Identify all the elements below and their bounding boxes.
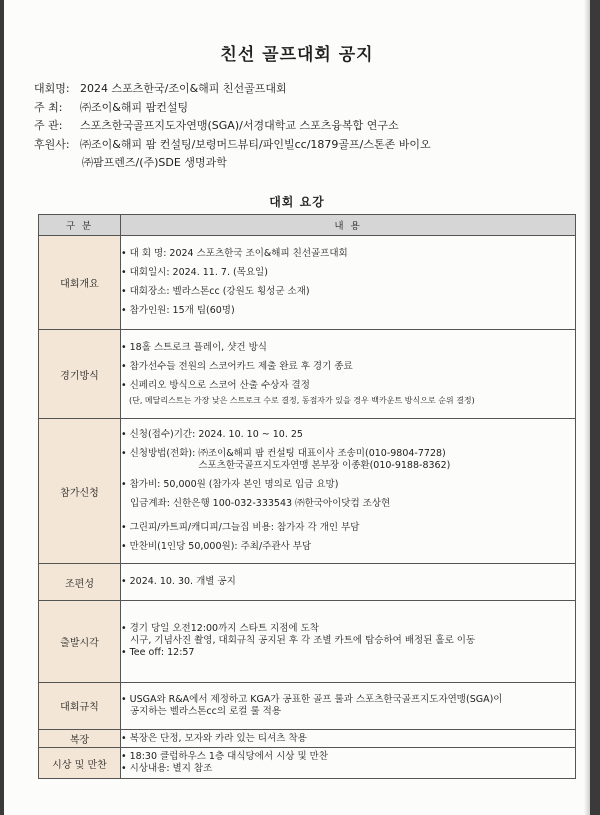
table-row [39, 419, 576, 564]
list-item: • 경기 당일 오전12:00까지 스타트 지점에 도착 [121, 623, 319, 635]
table-row [39, 236, 576, 330]
row-category: 시상 및 만찬 [39, 748, 121, 779]
list-item: • 시상내용: 별지 참조 [121, 763, 213, 775]
table-row [39, 729, 576, 747]
row-content [121, 330, 576, 419]
row-category: 출발시각 [39, 601, 121, 683]
list-item: • 대 회 명: 2024 스포츠한국 조이&해피 친선골프대회 [121, 248, 348, 260]
section-title: 대회 요강 [269, 195, 325, 209]
info-value: ㈜팜프렌즈/(주)SDE 생명과학 [82, 156, 227, 170]
table-row [39, 601, 576, 683]
notice-document [4, 0, 590, 815]
table-row [39, 748, 576, 779]
row-content [121, 419, 576, 564]
list-item: • 복장은 단정, 모자와 카라 있는 티셔츠 착용 [121, 732, 307, 744]
header-category: 구 분 [39, 215, 121, 236]
info-row-event-name [34, 80, 431, 99]
list-item: • 만찬비(1인당 50,000원): 주최/주관사 부담 [121, 541, 312, 553]
list-item: • 참가비: 50,000원 (참가자 본인 명의로 입금 요망) [121, 479, 339, 491]
list-item-detail: 시구, 기념사진 촬영, 대회규칙 공지된 후 각 조별 카트에 탑승하여 배정된 홀로 이동 [130, 635, 476, 647]
list-item [121, 448, 575, 472]
row-category: 대회개요 [39, 236, 121, 330]
header-content: 내 용 [121, 215, 576, 236]
info-value: ㈜조이&해피 팜 컨설팅/보령머드뷰티/파인빌cc/1879골프/스톤존 바이오 [80, 137, 431, 151]
row-category: 복장 [39, 729, 121, 747]
event-info [34, 80, 431, 173]
contact-list [198, 448, 450, 472]
note-text: (단, 메달리스트는 가장 낮은 스트로크 수로 결정, 동점자가 있을 경우 백카운트 방식으로 순위 결정) [129, 395, 475, 405]
document-title: 친선 골프대회 공지 [220, 45, 374, 65]
list-item: • 신페리오 방식으로 스코어 산출 수상자 결정 [121, 379, 310, 391]
list-item: • 참가선수들 전원의 스코어카드 제출 완료 후 경기 종료 [121, 360, 353, 372]
row-content [121, 729, 576, 747]
info-row-sponsors [34, 136, 431, 155]
list-item: • 그린피/카트피/캐디피/그늘집 비용: 참가자 각 개인 부담 [121, 522, 360, 534]
info-label: 주 최: [34, 100, 63, 114]
row-content [121, 601, 576, 683]
info-row-organizer [34, 117, 431, 136]
table-row [39, 682, 576, 729]
info-value: 스포츠한국골프지도자연맹(SGA)/서경대학교 스포츠융복합 연구소 [80, 119, 399, 133]
overview-table [38, 214, 576, 779]
row-content [121, 236, 576, 330]
info-label: 대회명: [34, 82, 70, 95]
list-item: • 2024. 10. 30. 개별 공지 [121, 576, 236, 588]
list-item: • 18:30 클럽하우스 1층 대식당에서 시상 및 만찬 [121, 751, 328, 763]
table-header-row [39, 215, 576, 236]
info-row-sponsors-cont [34, 154, 431, 173]
row-category: 경기방식 [39, 330, 121, 419]
contact-line: ㈜조이&해피 팜 컨설팅 대표이사 조송미(010-9804-7728) [198, 448, 446, 460]
table-row [39, 330, 576, 419]
row-content [121, 682, 576, 729]
list-item: • 대회일시: 2024. 11. 7. (목요일) [121, 267, 268, 279]
info-label: 후원사: [34, 137, 70, 151]
row-content [121, 564, 576, 601]
list-item: • 18홀 스트로크 플레이, 샷건 방식 [121, 341, 267, 353]
list-item: • 대회장소: 벨라스톤cc (강원도 횡성군 소재) [121, 286, 310, 298]
table-row [39, 564, 576, 601]
bank-account-text: 입금계좌: 신한은행 100-032-333543 ㈜한국아이닷컴 조상현 [130, 498, 391, 510]
info-row-host [34, 99, 431, 118]
row-category: 대회규칙 [39, 682, 121, 729]
apply-method-label: • 신청방법(전화): [121, 448, 196, 460]
contact-line: 스포츠한국골프지도자연맹 본부장 이종환(010-9188-8362) [198, 460, 451, 472]
row-content [121, 748, 576, 779]
list-item: • USGA와 R&A에서 제정하고 KGA가 공표한 골프 룰과 스포츠한국골프지도자연맹(SGA)이 [121, 693, 503, 705]
list-item: • 참가인원: 15개 팀(60명) [121, 305, 235, 317]
info-value: ㈜조이&해피 팜컨설팅 [80, 100, 189, 114]
list-item: • 신청(접수)기간: 2024. 10. 10 ~ 10. 25 [121, 429, 303, 441]
info-label: 주 관: [34, 119, 63, 133]
list-item-detail: 공지하는 벨라스톤cc의 로컬 룰 적용 [130, 705, 282, 717]
row-category: 참가신청 [39, 419, 121, 564]
row-category: 조편성 [39, 564, 121, 601]
list-item: • Tee off: 12:57 [121, 647, 195, 659]
info-value: 2024 스포츠한국/조이&해피 친선골프대회 [80, 82, 287, 95]
